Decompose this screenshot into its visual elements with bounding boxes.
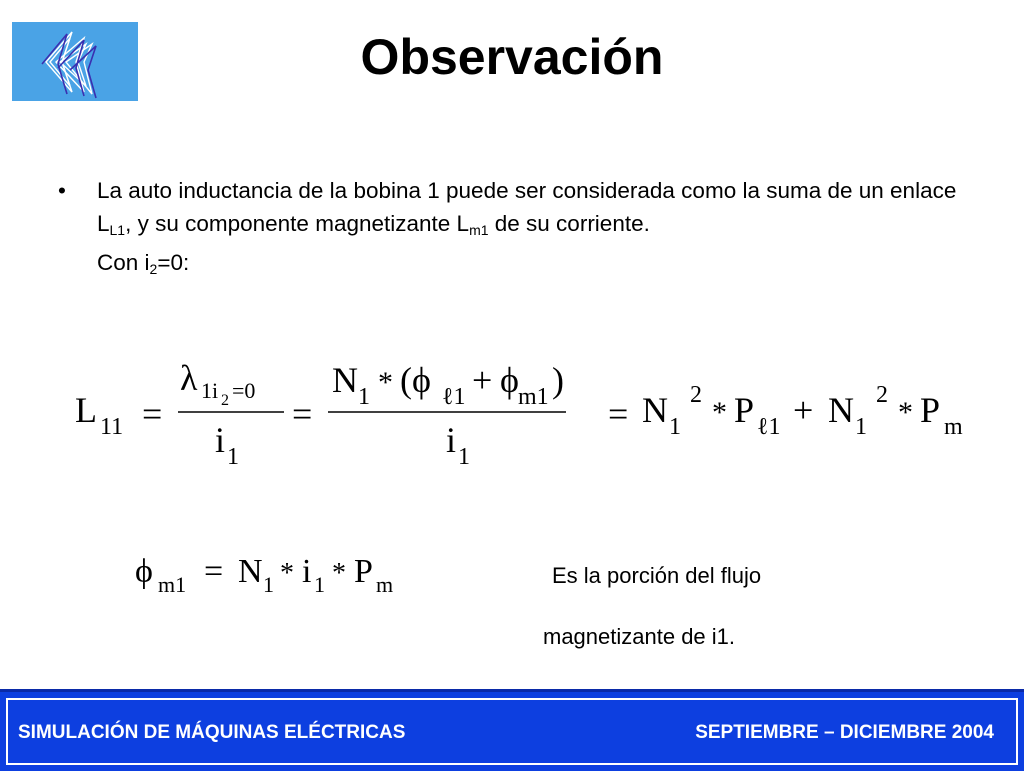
subscript-m1: m1 (469, 222, 489, 238)
svg-text:1: 1 (458, 444, 470, 470)
svg-text:ϕ: ϕ (500, 360, 519, 400)
condition-suffix: =0: (157, 250, 190, 275)
svg-text:N: N (238, 553, 263, 590)
svg-text:N: N (332, 360, 358, 400)
svg-text:λ: λ (180, 358, 198, 398)
svg-text:ℓ1: ℓ1 (757, 414, 781, 440)
svg-text:=: = (292, 394, 313, 434)
subscript-l1: L1 (109, 222, 126, 238)
svg-text:P: P (734, 390, 755, 430)
bullet-paragraph (58, 174, 958, 279)
condition-line (97, 246, 958, 279)
svg-text:+: + (472, 360, 493, 400)
bullet-text-part2: , y su componente magnetizante L (125, 211, 470, 236)
svg-text:*: * (378, 366, 393, 399)
svg-text:1i: 1i (201, 378, 219, 403)
svg-text:m: m (376, 572, 394, 597)
svg-text:P: P (920, 390, 941, 430)
svg-text:1: 1 (669, 414, 681, 440)
bullet-marker: • (58, 178, 66, 203)
main-equation (60, 350, 990, 480)
svg-text:N: N (642, 390, 668, 430)
svg-text:m: m (944, 414, 963, 440)
svg-text:1: 1 (314, 572, 325, 597)
condition-subscript: 2 (149, 261, 158, 277)
svg-text:ϕ: ϕ (135, 553, 153, 590)
svg-text:(ϕ: (ϕ (400, 360, 431, 400)
svg-text:1: 1 (263, 572, 274, 597)
bullet-text-part1: La auto inductancia de la bobina 1 puede ser considerada como la suma de un enlace L (97, 178, 957, 236)
note-line-2: magnetizante de i1. (543, 624, 736, 649)
footer-bar (0, 689, 1024, 771)
svg-text:=: = (142, 394, 163, 434)
svg-text:P: P (354, 553, 373, 590)
svg-text:): ) (552, 360, 564, 400)
svg-text:L: L (75, 390, 97, 430)
svg-text:=: = (204, 553, 224, 590)
svg-text:=0: =0 (232, 378, 256, 403)
svg-text:2: 2 (221, 392, 229, 409)
bullet-text-part3: de su corriente. (488, 211, 650, 236)
bullet-text (97, 174, 958, 240)
svg-text:*: * (712, 396, 727, 429)
svg-text:m1: m1 (518, 384, 549, 410)
svg-text:2: 2 (690, 382, 702, 408)
svg-text:1: 1 (358, 384, 370, 410)
svg-text:*: * (898, 396, 913, 429)
svg-text:2: 2 (876, 382, 888, 408)
svg-text:+: + (793, 390, 814, 430)
condition-prefix: Con i (97, 250, 150, 275)
svg-text:11: 11 (100, 414, 124, 440)
svg-text:i: i (302, 553, 312, 590)
svg-text:ℓ1: ℓ1 (442, 384, 466, 410)
svg-text:1: 1 (855, 414, 867, 440)
svg-text:1: 1 (227, 444, 239, 470)
svg-text:i: i (446, 420, 457, 460)
footer-course-title: SIMULACIÓN DE MÁQUINAS ELÉCTRICAS (18, 722, 406, 743)
svg-text:*: * (332, 558, 346, 589)
svg-text:i: i (215, 420, 226, 460)
secondary-equation (130, 548, 440, 608)
svg-text:m1: m1 (158, 572, 187, 597)
svg-text:=: = (608, 394, 629, 434)
slide-title: Observación (360, 29, 664, 85)
svg-text:N: N (828, 390, 854, 430)
note-line-1: Es la porción del flujo (552, 563, 762, 588)
svg-text:*: * (280, 558, 294, 589)
footer-frame (6, 698, 1018, 765)
footer-date-range: SEPTIEMBRE – DICIEMBRE 2004 (695, 722, 994, 743)
